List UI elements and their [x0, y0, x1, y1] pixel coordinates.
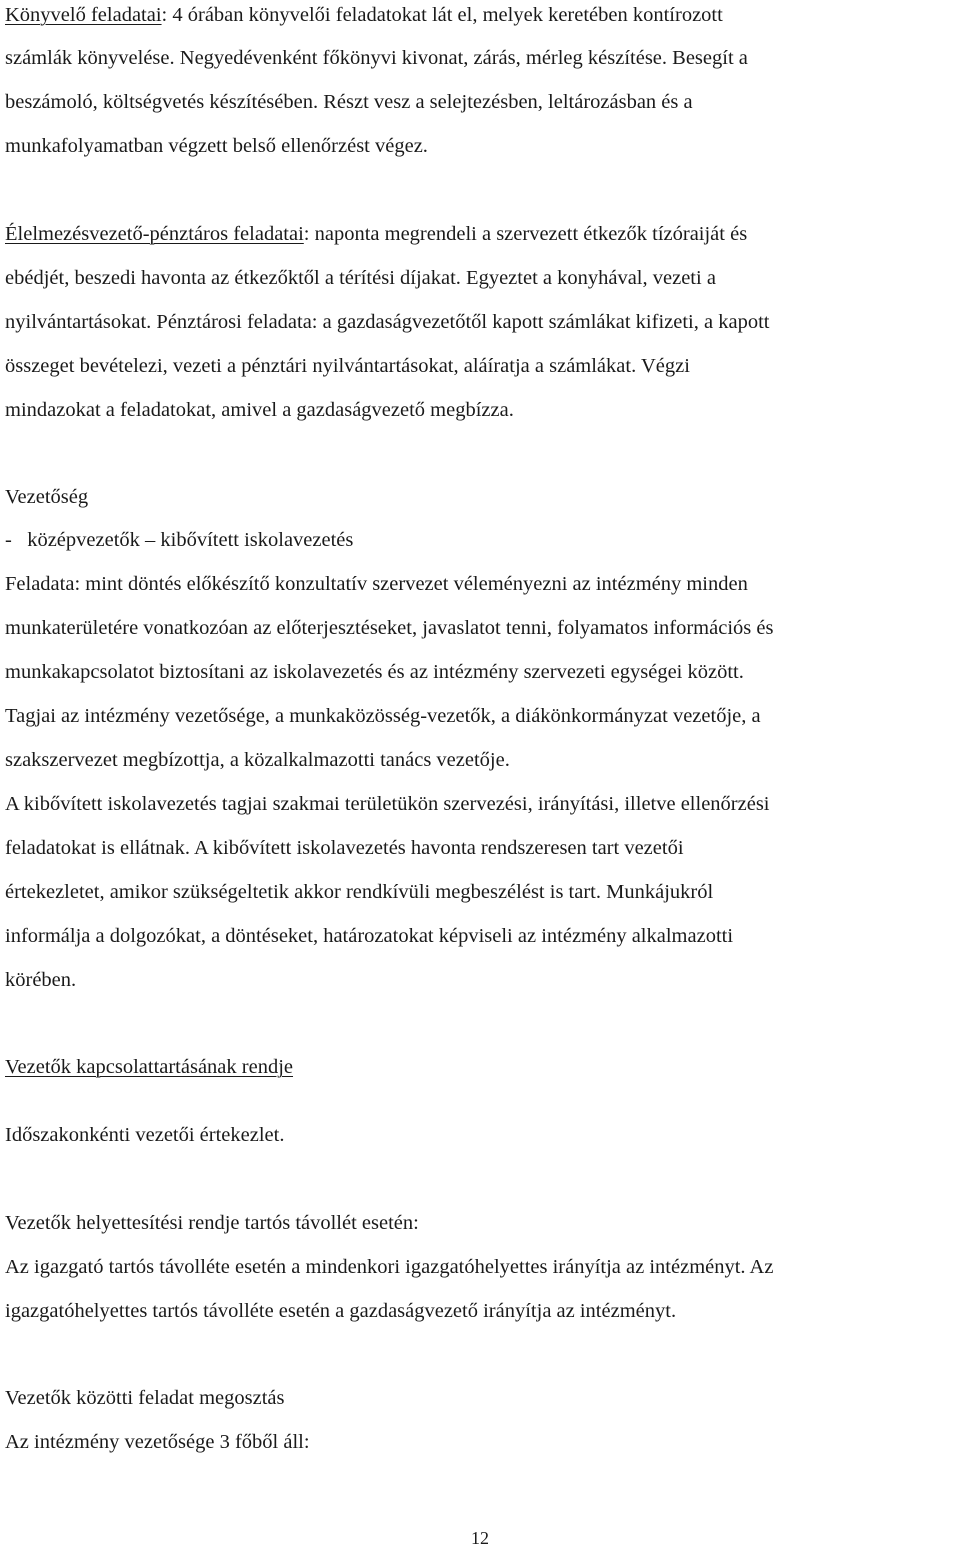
konyvelo-line-4: munkafolyamatban végzett belső ellenőrzést végez.: [5, 135, 428, 157]
vezetoseg-line-2: munkaterületére vonatkozóan az előterjesztéseket, javaslatot tenni, folyamatos információs és: [5, 617, 774, 639]
page-number: 12: [471, 1528, 489, 1548]
vezetoseg-line-10: körében.: [5, 969, 77, 991]
vezetoseg-line-7: feladatokat is ellátnak. A kibővített iskolavezetés havonta rendszeresen tart vezetői: [5, 837, 684, 859]
vezetoseg-line-8: értekezletet, amikor szükségeltetik akkor rendkívüli megbeszélést is tart. Munkájukról: [5, 881, 714, 903]
megosztas-heading: Vezetők közötti feladat megosztás: [5, 1387, 285, 1409]
vezetoseg-line-4: Tagjai az intézmény vezetősége, a munkaközösség-vezetők, a diákönkormányzat vezetője, a: [5, 705, 761, 727]
elelmezes-line-1: [5, 221, 747, 247]
konyvelo-label: Könyvelő feladatai: [5, 4, 162, 26]
elelmezes-line-2: ebédjét, beszedi havonta az étkezőktől a térítési díjakat. Egyeztet a konyhával, vezeti a: [5, 267, 716, 289]
kapcsolattartas-text: Időszakonkénti vezetői értekezlet.: [5, 1124, 285, 1146]
elelmezes-label: Élelmezésvezető-pénztáros feladatai: [5, 223, 304, 245]
vezetoseg-line-5: szakszervezet megbízottja, a közalkalmazotti tanács vezetője.: [5, 749, 510, 771]
vezetoseg-line-1: Feladata: mint döntés előkészítő konzultatív szervezet véleményezni az intézmény minden: [5, 573, 748, 595]
helyettesites-heading: Vezetők helyettesítési rendje tartós távollét esetén:: [5, 1212, 419, 1234]
elelmezes-line-4: összeget bevételezi, vezeti a pénztári nyilvántartásokat, aláíratja a számlákat. Végzi: [5, 355, 690, 377]
vezetoseg-line-6: A kibővített iskolavezetés tagjai szakmai területükön szervezési, irányítási, illetve ellenőrzési: [5, 793, 770, 815]
vezetoseg-line-3: munkakapcsolatot biztosítani az iskolavezetés és az intézmény szervezeti egységei között.: [5, 661, 744, 683]
konyvelo-line-2: számlák könyvelése. Negyedévenként főkönyvi kivonat, zárás, mérleg készítése. Besegít a: [5, 47, 748, 69]
megosztas-text: Az intézmény vezetősége 3 főből áll:: [5, 1431, 310, 1453]
konyvelo-line-3: beszámoló, költségvetés készítésében. Részt vesz a selejtezésben, leltározásban és a: [5, 91, 693, 113]
konyvelo-line-1: [5, 2, 723, 28]
elelmezes-line-3: nyilvántartásokat. Pénztárosi feladata: a gazdaságvezetőtől kapott számlákat kifizeti, a kapott: [5, 311, 770, 333]
konyvelo-text-1: : 4 órában könyvelői feladatokat lát el, melyek keretében kontírozott: [161, 4, 723, 26]
elelmezes-line-5: mindazokat a feladatokat, amivel a gazdaságvezető megbízza.: [5, 399, 514, 421]
helyettesites-line-2: igazgatóhelyettes tartós távolléte esetén a gazdaságvezető irányítja az intézményt.: [5, 1300, 677, 1322]
vezetoseg-list-item: - középvezetők – kibővített iskolavezetés: [5, 529, 354, 551]
kapcsolattartas-heading: Vezetők kapcsolattartásának rendje: [5, 1056, 294, 1078]
elelmezes-text-1: : naponta megrendeli a szervezett étkezők tízóraiját és: [303, 223, 748, 245]
vezetoseg-line-9: informálja a dolgozókat, a döntéseket, határozatokat képviseli az intézmény alkalmazotti: [5, 925, 734, 947]
vezetoseg-heading: Vezetőség: [5, 486, 89, 508]
helyettesites-line-1: Az igazgató tartós távolléte esetén a mindenkori igazgatóhelyettes irányítja az intézményt. Az: [5, 1256, 774, 1278]
